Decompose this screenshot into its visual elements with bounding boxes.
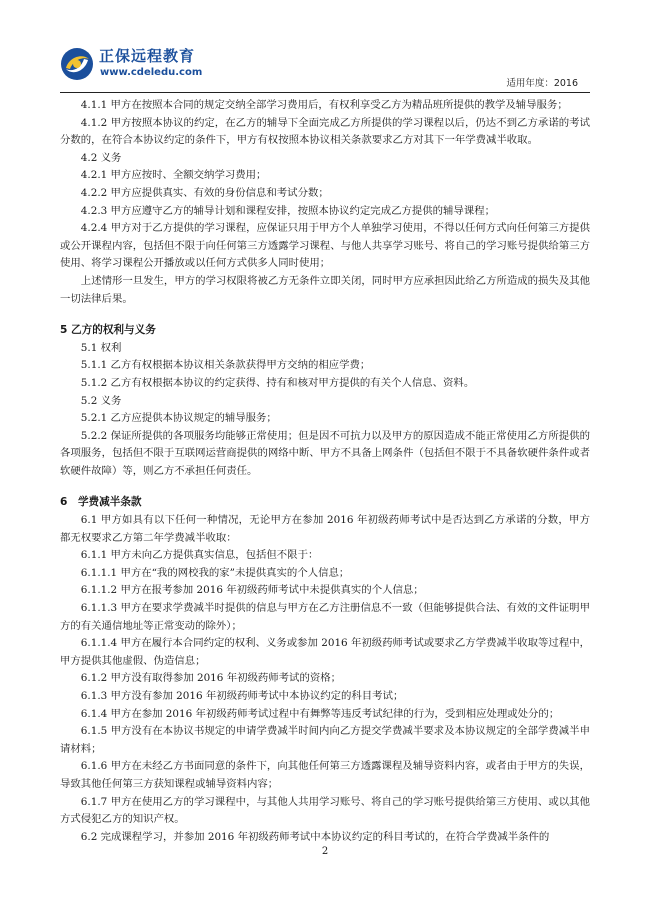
paragraph: 4.2.3 甲方应遵守乙方的辅导计划和课程安排，按照本协议约定完成乙方提供的辅导课程；	[80, 204, 495, 217]
paragraph: 5.1 权利	[80, 341, 122, 354]
cdeledu-logo-icon	[60, 47, 94, 81]
paragraph: 6.1.4 甲方在参加 2016 年初级药师考试过程中有舞弊等违反考试纪律的行为，受到相应处理或处分的；	[80, 707, 560, 720]
paragraph: 6.1.6 甲方在未经乙方书面同意的条件下，向其他任何第三方透露课程及辅导资料内容，或者由于甲方的失误，导致其他任何第三方获知课程或辅导资料内容；	[60, 760, 590, 790]
brand-name: 正保远程教育	[99, 47, 196, 65]
paragraph: 6.1.5 甲方没有在本协议书规定的申请学费减半时间内向乙方提交学费减半要求及本协议规定的全部学费减半申请材料；	[60, 725, 590, 755]
paragraph: 6.1 甲方如具有以下任何一种情况，无论甲方在参加 2016 年初级药师考试中是否达到乙方承诺的分数，甲方都无权要求乙方第二年学费减半收取：	[60, 514, 590, 544]
paragraph: 5.2 义务	[80, 394, 122, 407]
page-number: 2	[321, 846, 329, 857]
paragraph: 6.1.2 甲方没有取得参加 2016 年初级药师考试的资格；	[80, 672, 342, 685]
paragraph: 4.2.4 甲方对于乙方提供的学习课程，应保证只用于甲方个人单独学习使用，不得以任何方式向任何第三方提供或公开课程内容，包括但不限于向任何第三方透露学习课程、与他人共享学习账号、将自己的学习账号提供给第三方使用、将学习课程公开播放或以任何方式供多人同时使用；	[60, 222, 590, 270]
paragraph: 6.1.1.4 甲方在履行本合同约定的权利、义务或参加 2016 年初级药师考试或要求乙方学费减半收取等过程中，甲方提供其他虚假、伪造信息；	[60, 637, 590, 667]
brand-url: www.cdeledu.com	[100, 67, 203, 78]
paragraph: 6.1.1.1 甲方在“我的网校我的家”未提供真实的个人信息；	[80, 566, 350, 579]
paragraph: 6.2 完成课程学习，并参加 2016 年初级药师考试中本协议约定的科目考试的，在符合学费减半条件的	[80, 830, 550, 843]
section-heading: 5 乙方的权利与义务	[60, 324, 156, 337]
paragraph: 5.2.2 保证所提供的各项服务均能够正常使用；但是因不可抗力以及甲方的原因造成不能正常使用乙方所提供的各项服务，包括但不限于互联网运营商提供的网络中断、甲方不具备上网条件（包括但不限于不具备软硬件条件或者软硬件故障）等，则乙方不承担任何责任。	[60, 429, 590, 477]
paragraph: 6.1.1.2 甲方在报考参加 2016 年初级药师考试中未提供真实的个人信息；	[80, 584, 424, 597]
paragraph: 6.1.1 甲方未向乙方提供真实信息，包括但不限于：	[80, 549, 319, 562]
paragraph: 4.2.1 甲方应按时、全额交纳学习费用；	[80, 169, 267, 182]
section-heading: 6 学费减半条款	[60, 496, 142, 509]
paragraph: 5.2.1 乙方应提供本协议规定的辅导服务；	[80, 412, 277, 425]
paragraph: 上述情形一旦发生，甲方的学习权限将被乙方无条件立即关闭，同时甲方应承担因此给乙方所造成的损失及其他一切法律后果。	[60, 274, 590, 305]
paragraph: 5.1.2 乙方有权根据本协议的约定获得、持有和核对甲方提供的有关个人信息、资料。	[80, 376, 475, 389]
paragraph: 4.2.2 甲方应提供真实、有效的身份信息和考试分数；	[80, 186, 329, 199]
applicable-year: 适用年度：2016	[506, 78, 578, 89]
paragraph: 4.1.2 甲方按照本协议的约定，在乙方的辅导下全面完成乙方所提供的学习课程以后，仍达不到乙方承诺的考试分数的，在符合本协议约定的条件下，甲方有权按照本协议相关条款要求乙方对其下一年学费减半收取。	[60, 116, 590, 147]
paragraph: 4.2 义务	[80, 151, 122, 164]
paragraph: 6.1.7 甲方在使用乙方的学习课程中，与其他人共用学习账号、将自己的学习账号提供给第三方使用、或以其他方式侵犯乙方的知识产权。	[60, 795, 590, 826]
paragraph: 6.1.3 甲方没有参加 2016 年初级药师考试中本协议约定的科目考试；	[80, 690, 404, 702]
page-header	[60, 40, 590, 93]
paragraph: 4.1.1 甲方在按照本合同的规定交纳全部学习费用后，有权利享受乙方为精品班所提供的教学及辅导服务；	[80, 99, 568, 111]
document-body	[60, 97, 590, 846]
paragraph: 5.1.1 乙方有权根据本协议相关条款获得甲方交纳的相应学费；	[80, 359, 371, 372]
paragraph: 6.1.1.3 甲方在要求学费减半时提供的信息与甲方在乙方注册信息不一致（但能够提供合法、有效的文件证明甲方的有关通信地址等正常变动的除外）；	[60, 602, 590, 632]
